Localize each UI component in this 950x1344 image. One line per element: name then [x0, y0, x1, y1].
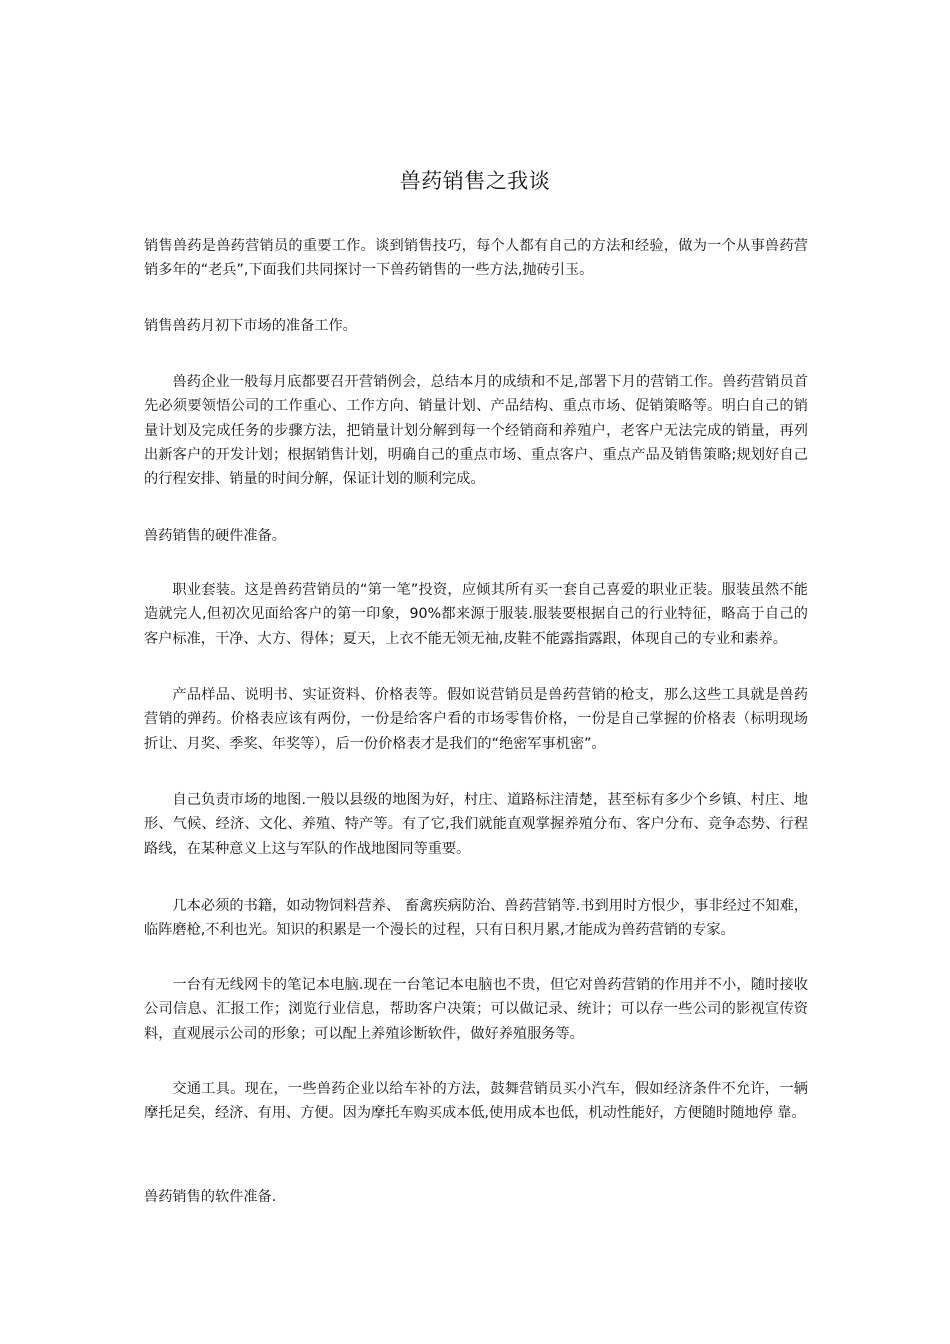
section-heading-monthly-prep: 销售兽药月初下市场的准备工作。 — [144, 318, 357, 334]
intro-paragraph: 销售兽药是兽药营销员的重要工作。谈到销售技巧，每个人都有自己的方法和经验，做为一个从事兽药营销多年的“老兵”,下面我们共同探讨一下兽药销售的一些方法,抛砖引玉。 — [144, 238, 808, 279]
paragraph-market-map: 自己负责市场的地图.一般以县级的地图为好，村庄、道路标注清楚，甚至标有多少个乡镇、村庄、地形、气候、经济、文化、养殖、特产等。有了它,我们就能直观掌握养殖分布、客户分布、竞争态势、行程路线，在某种意义上这与军队的作战地图同等重要。 — [144, 792, 808, 857]
section-heading-hardware-prep: 兽药销售的硬件准备。 — [144, 528, 286, 544]
paragraph-monthly-meeting: 兽药企业一般每月底都要召开营销例会，总结本月的成绩和不足,部署下月的营销工作。兽药营销员首先必须要领悟公司的工作重心、工作方向、销量计划、产品结构、重点市场、促销策略等。明白自己的销量计划及完成任务的步骤方法，把销量计划分解到每一个经销商和养殖户，老客户无法完成的销量，再列出新客户的开发计划；根据销售计划，明确自己的重点市场、重点客户、重点产品及销售策略;规划好自己的行程安排、销量的时间分解，保证计划的顺利完成。 — [144, 374, 808, 488]
paragraph-professional-attire: 职业套装。这是兽药营销员的“第一笔”投资，应倾其所有买一套自己喜爱的职业正装。服装虽然不能造就完人,但初次见面给客户的第一印象，90%都来源于服装.服装要根据自己的行业特征，略高于自己的客户标准，干净、大方、得体；夏天，上衣不能无领无袖,皮鞋不能露指露跟，体现自己的专业和素养。 — [144, 582, 808, 647]
document-title: 兽药销售之我谈 — [399, 169, 551, 193]
paragraph-books: 几本必须的书籍，如动物饲料营养、 畜禽疾病防治、兽药营销等.书到用时方恨少，事非经过不知难，临阵磨枪,不利也光。知识的积累是一个漫长的过程，只有日积月累,才能成为兽药营销的专家。 — [144, 898, 808, 939]
paragraph-samples-price-list: 产品样品、说明书、实证资料、价格表等。假如说营销员是兽药营销的枪支，那么这些工具就是兽药营销的弹药。价格表应该有两份，一份是给客户看的市场零售价格，一份是自己掌握的价格表（标明现场折让、月奖、季奖、年奖等），后一份价格表才是我们的“绝密军事机密”。 — [144, 687, 808, 752]
paragraph-laptop: 一台有无线网卡的笔记本电脑.现在一台笔记本电脑也不贵，但它对兽药营销的作用并不小，随时接收公司信息、汇报工作；浏览行业信息，帮助客户决策；可以做记录、统计；可以存一些公司的影视宣传资料，直观展示公司的形象；可以配上养殖诊断软件，做好养殖服务等。 — [144, 977, 808, 1042]
section-heading-software-prep: 兽药销售的软件准备. — [144, 1189, 277, 1205]
paragraph-transport: 交通工具。现在，一些兽药企业以给车补的方法，鼓舞营销员买小汽车，假如经济条件不允许，一辆摩托足矣，经济、有用、方便。因为摩托车购买成本低,使用成本也低，机动性能好，方便随时随地停 靠。 — [144, 1081, 808, 1122]
